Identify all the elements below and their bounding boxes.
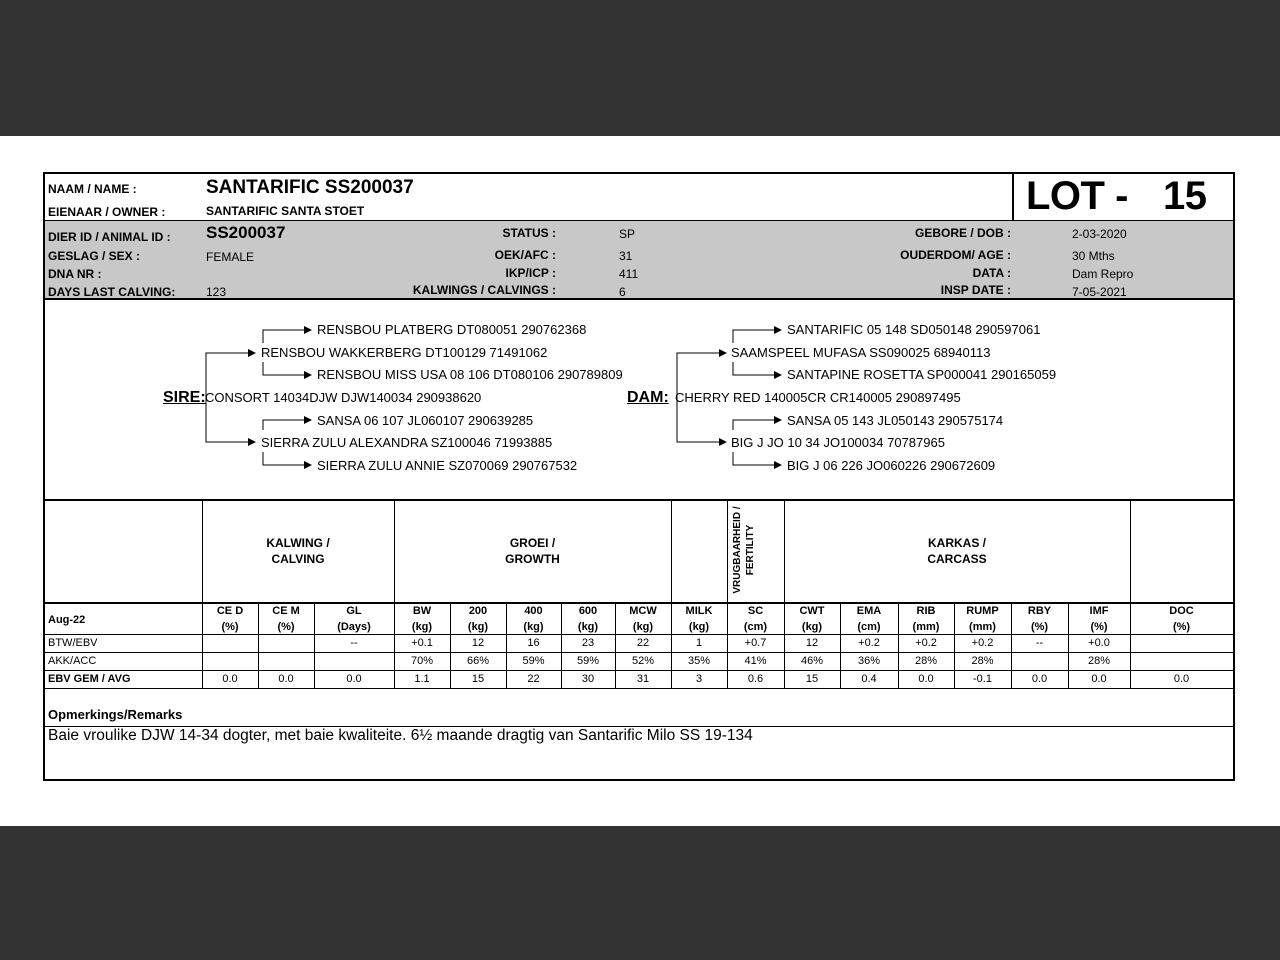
table-cell: 28% [914, 655, 938, 667]
afc-label: OEK/AFC : [494, 248, 556, 262]
table-rule [45, 726, 1233, 727]
dam-dam: BIG J JO 10 34 JO100034 70787965 [731, 435, 945, 450]
sire-sire: RENSBOU WAKKERBERG DT100129 71491062 [261, 345, 548, 360]
column-unit: (kg) [801, 621, 823, 633]
growth-group-title: GROEI / [509, 536, 556, 550]
column-unit: (kg) [577, 621, 599, 633]
table-cell: 70% [410, 655, 434, 667]
animal-id-value: SS200037 [206, 223, 286, 242]
table-cell: 0.0 [278, 673, 294, 685]
growth-group-title: GROWTH [505, 552, 560, 566]
dam-label: DAM: [627, 389, 669, 406]
table-cell: 1 [695, 637, 703, 649]
table-rule [202, 499, 203, 688]
calvings-value: 6 [619, 285, 626, 299]
afc-value: 31 [619, 249, 633, 263]
animal-id-label: DIER ID / ANIMAL ID : [48, 230, 171, 244]
sire-label: SIRE: [163, 389, 206, 406]
top-dark-band [0, 0, 1280, 136]
table-cell: 15 [471, 673, 485, 685]
age-value: 30 Mths [1072, 249, 1115, 263]
column-header: BW [412, 605, 432, 617]
sire-dam-dam: SIERRA ZULU ANNIE SZ070069 290767532 [317, 458, 578, 473]
table-cell: 3 [695, 673, 703, 685]
table-cell: 0.4 [861, 673, 877, 685]
carcass-group-title: CARCASS [927, 552, 987, 566]
table-cell: 46% [800, 655, 824, 667]
remarks-label: Opmerkings/Remarks [48, 707, 183, 722]
column-header: RUMP [966, 605, 999, 617]
table-cell: 0.0 [1031, 673, 1048, 685]
dam-sire-sire: SANTARIFIC 05 148 SD050148 290597061 [787, 322, 1041, 337]
dob-label: GEBORE / DOB : [914, 226, 1011, 240]
period-label: Aug-22 [48, 614, 86, 626]
table-cell: +0.1 [411, 637, 433, 649]
animal-name: SANTARIFIC SS200037 [206, 177, 414, 198]
dam-dam-sire: SANSA 05 143 JL050143 290575174 [787, 413, 1004, 428]
lot-box [1012, 174, 1236, 220]
days-calving-value: 123 [206, 285, 227, 299]
bottom-dark-band [0, 826, 1280, 960]
column-header: CE M [272, 605, 300, 617]
table-cell: 1.1 [414, 673, 430, 685]
calving-group-title: KALWING / [266, 536, 330, 550]
table-rule [45, 499, 1233, 501]
owner-label: EIENAAR / OWNER : [48, 205, 166, 219]
column-header: IMF [1089, 605, 1109, 617]
table-cell: 15 [805, 673, 819, 685]
table-cell: 31 [636, 673, 650, 685]
column-header: DOC [1169, 605, 1194, 617]
table-rule [45, 688, 1233, 689]
column-header: EMA [856, 605, 882, 617]
column-unit: (%) [221, 621, 239, 633]
column-unit: (kg) [688, 621, 710, 633]
table-cell: -0.1 [973, 673, 992, 685]
sex-label: GESLAG / SEX : [48, 249, 141, 263]
row-label: EBV GEM / AVG [48, 673, 131, 685]
status-label: STATUS : [502, 226, 556, 240]
lot-label: LOT - [1026, 174, 1128, 218]
table-cell: 0.0 [1091, 673, 1107, 685]
column-header: RBY [1027, 605, 1052, 617]
table-cell: +0.2 [858, 637, 880, 649]
column-header: SC [747, 605, 764, 617]
table-cell: 12 [805, 637, 819, 649]
sire-dam: SIERRA ZULU ALEXANDRA SZ100046 71993885 [261, 435, 553, 450]
column-header: 600 [578, 605, 598, 617]
column-unit: (%) [1030, 621, 1049, 633]
table-cell: 36% [857, 655, 881, 667]
dam-sire: SAAMSPEEL MUFASA SS090025 68940113 [731, 345, 991, 360]
table-cell: 0.0 [346, 673, 362, 685]
dna-label: DNA NR : [48, 267, 102, 281]
column-header: MILK [685, 605, 713, 617]
table-cell: +0.2 [915, 637, 937, 649]
column-header: 400 [524, 605, 543, 617]
table-cell: 35% [687, 655, 711, 667]
animal-info-panel [45, 220, 1233, 300]
dam: CHERRY RED 140005CR CR140005 290897495 [675, 390, 961, 405]
table-cell: +0.2 [971, 637, 994, 649]
table-cell: 22 [636, 637, 650, 649]
column-unit: (cm) [857, 621, 881, 633]
fertility-group-title: VRUGBAARHEID / FERTILITY [732, 506, 756, 594]
sex-value: FEMALE [206, 250, 255, 264]
calving-group-title: CALVING [271, 552, 325, 566]
column-unit: (kg) [411, 621, 433, 633]
table-cell: 0.0 [222, 673, 238, 685]
table-cell: 16 [527, 637, 540, 649]
table-cell: 59% [522, 655, 545, 667]
table-rule [1130, 499, 1131, 688]
data-label: DATA : [972, 266, 1011, 280]
insp-date-value: 7-05-2021 [1072, 285, 1127, 299]
dob-value: 2-03-2020 [1072, 227, 1127, 241]
table-cell: 28% [1087, 655, 1111, 667]
column-unit: (mm) [969, 621, 996, 633]
age-label: OUDERDOM/ AGE : [900, 248, 1011, 262]
status-value: SP [619, 227, 636, 241]
column-unit: (Days) [337, 621, 371, 633]
column-unit: (kg) [467, 621, 489, 633]
carcass-group-title: KARKAS / [927, 536, 986, 550]
table-cell: 0.6 [747, 673, 764, 685]
table-cell: +0.0 [1088, 637, 1110, 649]
column-header: RIB [916, 605, 936, 617]
column-header: GL [346, 605, 362, 617]
column-unit: (cm) [743, 621, 768, 633]
sire-sire-sire: RENSBOU PLATBERG DT080051 290762368 [317, 322, 587, 337]
table-cell: 52% [631, 655, 655, 667]
table-cell: 30 [581, 673, 595, 685]
dam-sire-dam: SANTAPINE ROSETTA SP000041 290165059 [787, 367, 1057, 382]
row-label: AKK/ACC [48, 655, 97, 667]
column-header: CWT [799, 605, 825, 617]
name-label: NAAM / NAME : [48, 182, 137, 196]
table-cell: 41% [744, 655, 767, 667]
table-cell: 22 [527, 673, 540, 685]
icp-value: 411 [619, 267, 639, 281]
icp-label: IKP/ICP : [505, 266, 556, 280]
table-cell: -- [350, 637, 358, 649]
column-unit: (mm) [912, 621, 940, 633]
lot-number: 15 [1163, 174, 1207, 218]
table-cell: 23 [581, 637, 595, 649]
data-value: Dam Repro [1072, 267, 1134, 281]
column-unit: (%) [1172, 621, 1191, 633]
column-header: CE D [216, 605, 244, 617]
column-header: 200 [468, 605, 488, 617]
table-cell: 12 [471, 637, 485, 649]
column-header: MCW [629, 605, 657, 617]
table-cell: 66% [466, 655, 490, 667]
column-unit: (kg) [632, 621, 654, 633]
table-cell: 28% [971, 655, 994, 667]
column-unit: (%) [1090, 621, 1108, 633]
table-cell: -- [1035, 637, 1044, 649]
remarks-text: Baie vroulike DJW 14-34 dogter, met baie kwaliteite. 6½ maande dragtig van Santarific Milo SS 19-134 [48, 727, 753, 744]
column-unit: (kg) [523, 621, 544, 633]
column-unit: (%) [277, 621, 295, 633]
table-cell: +0.7 [744, 637, 767, 649]
calvings-label: KALWINGS / CALVINGS : [412, 283, 556, 297]
owner-name: SANTARIFIC SANTA STOET [206, 204, 365, 218]
sire: CONSORT 14034DJW DJW140034 290938620 [205, 390, 482, 405]
sire-dam-sire: SANSA 06 107 JL060107 290639285 [317, 413, 534, 428]
table-cell: 0.0 [1173, 673, 1190, 685]
days-calving-label: DAYS LAST CALVING: [48, 285, 176, 299]
dam-dam-dam: BIG J 06 226 JO060226 290672609 [787, 458, 996, 473]
table-cell: 59% [576, 655, 600, 667]
lot-card [43, 172, 1235, 781]
sire-sire-dam: RENSBOU MISS USA 08 106 DT080106 290789809 [317, 367, 623, 382]
table-cell: 0.0 [918, 673, 934, 685]
row-label: BTW/EBV [48, 637, 98, 649]
insp-date-label: INSP DATE : [940, 283, 1011, 297]
